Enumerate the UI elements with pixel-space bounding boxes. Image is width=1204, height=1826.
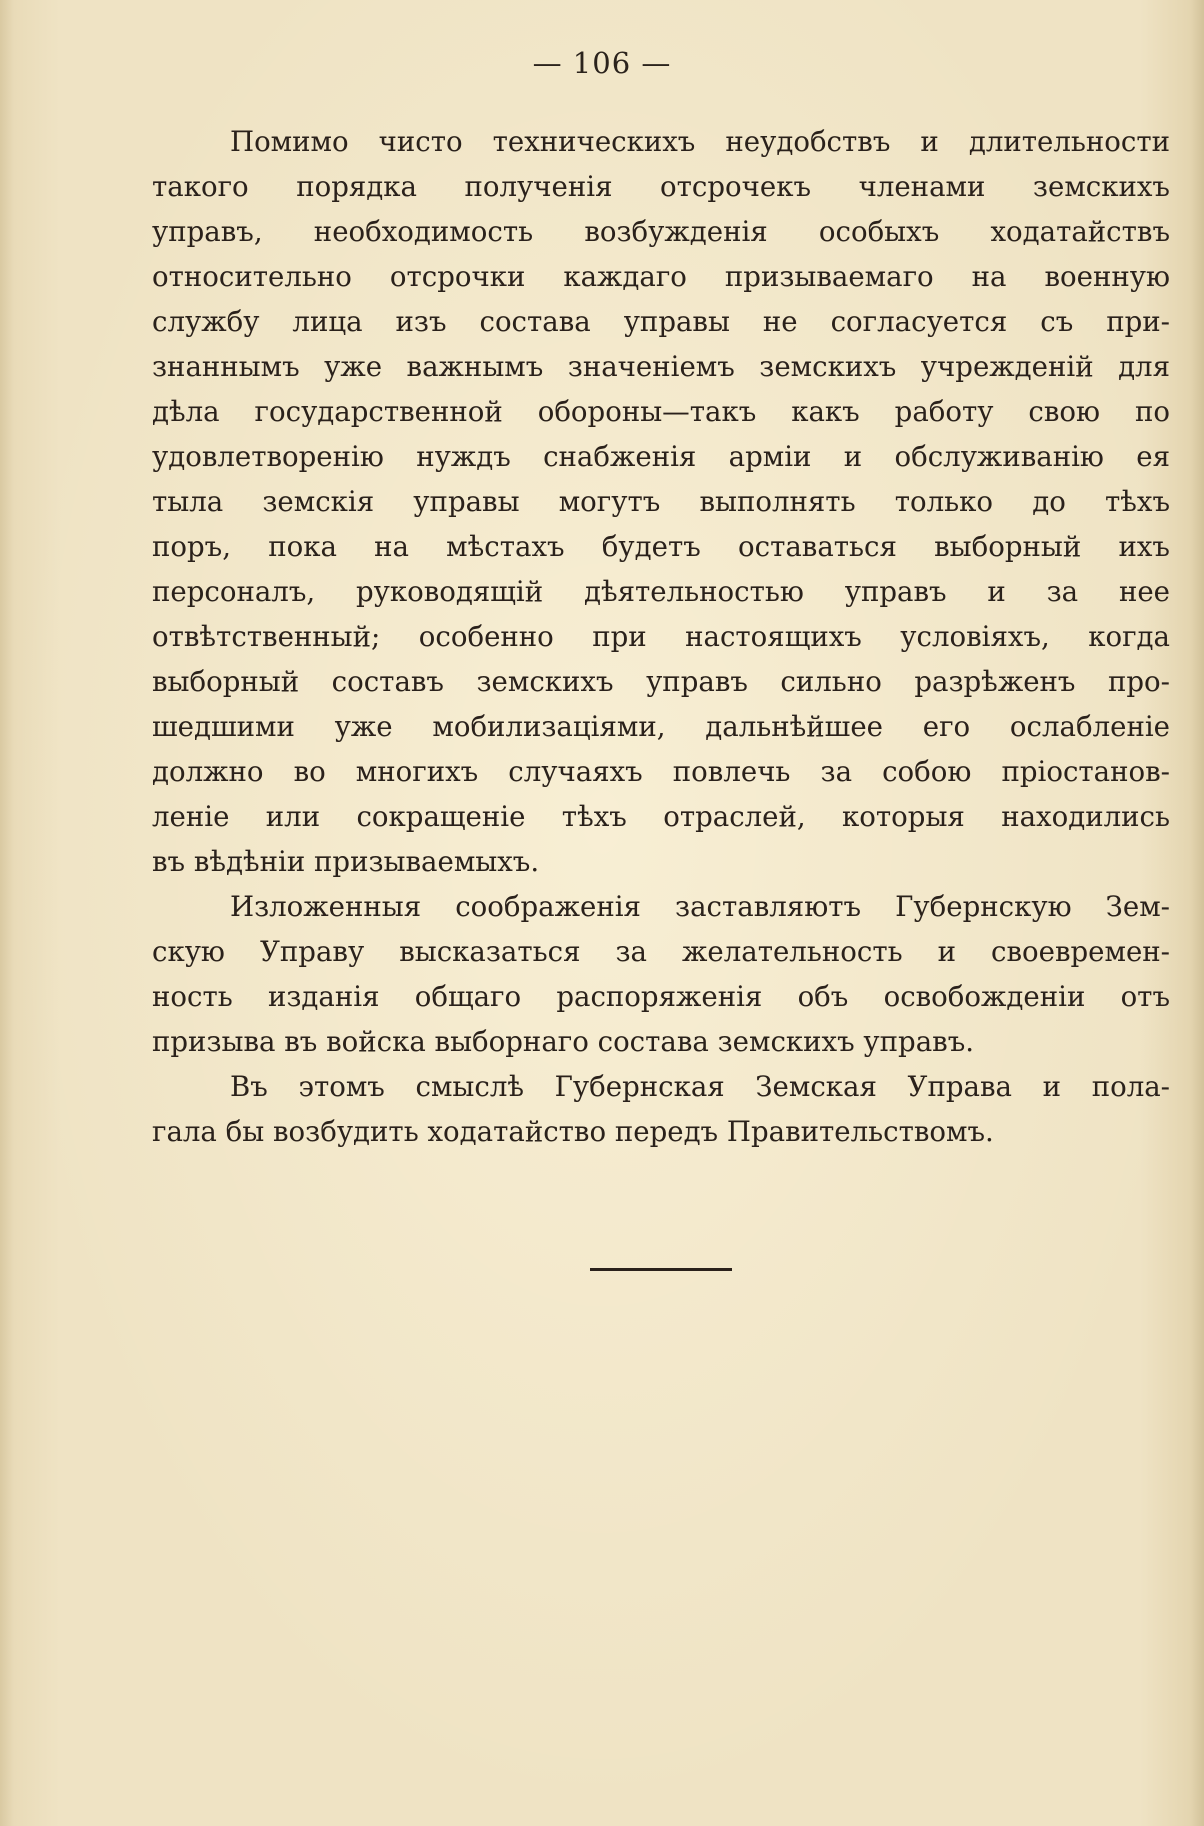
text-line: дѣла государственной обороны—такъ какъ работу свою по (152, 395, 1170, 428)
text-line: управъ, необходимость возбужденія особыхъ ходатайствъ (152, 215, 1170, 248)
paragraph-1 (152, 119, 1170, 884)
text-line: ность изданія общаго распоряженія объ освобожденіи отъ (152, 980, 1170, 1013)
text-line: выборный составъ земскихъ управъ сильно разрѣженъ про- (152, 665, 1170, 698)
text-line: шедшими уже мобилизаціями, дальнѣйшее его ослабленіе (152, 710, 1170, 743)
text-line: должно во многихъ случаяхъ повлечь за собою пріостанов- (152, 755, 1170, 788)
text-line: леніе или сокращеніе тѣхъ отраслей, которыя находились (152, 800, 1170, 833)
body-text (152, 119, 1170, 1154)
text-line: Въ этомъ смыслѣ Губернская Земская Управа и пола- (230, 1070, 1170, 1103)
text-line: такого порядка полученія отсрочекъ членами земскихъ (152, 170, 1170, 203)
text-line: относительно отсрочки каждаго призываемаго на военную (152, 260, 1170, 293)
text-line: призыва въ войска выборнаго состава земскихъ управъ. (152, 1025, 975, 1058)
text-line: скую Управу высказаться за желательность и своевремен- (152, 935, 1170, 968)
paragraph-3 (152, 1064, 1170, 1154)
text-line: службу лица изъ состава управы не согласуется съ при- (152, 305, 1170, 338)
text-line: отвѣтственный; особенно при настоящихъ условіяхъ, когда (152, 620, 1170, 653)
text-line: въ вѣдѣніи призываемыхъ. (152, 845, 540, 878)
text-line: тыла земскія управы могутъ выполнять только до тѣхъ (152, 485, 1170, 518)
text-line: удовлетворенію нуждъ снабженія арміи и обслуживанію ея (152, 440, 1170, 473)
text-line: знаннымъ уже важнымъ значеніемъ земскихъ учрежденій для (152, 350, 1170, 383)
paragraph-2 (152, 884, 1170, 1064)
text-line: Изложенныя соображенія заставляютъ Губернскую Зем- (230, 890, 1170, 923)
page-number: — 106 — (532, 46, 672, 80)
text-line: поръ, пока на мѣстахъ будетъ оставаться выборный ихъ (152, 530, 1170, 563)
text-line: персоналъ, руководящій дѣятельностью управъ и за нее (152, 575, 1170, 608)
text-line: Помимо чисто техническихъ неудобствъ и длительности (230, 125, 1170, 158)
text-line: гала бы возбудить ходатайство передъ Правительствомъ. (152, 1115, 994, 1148)
end-rule-divider (590, 1268, 732, 1271)
